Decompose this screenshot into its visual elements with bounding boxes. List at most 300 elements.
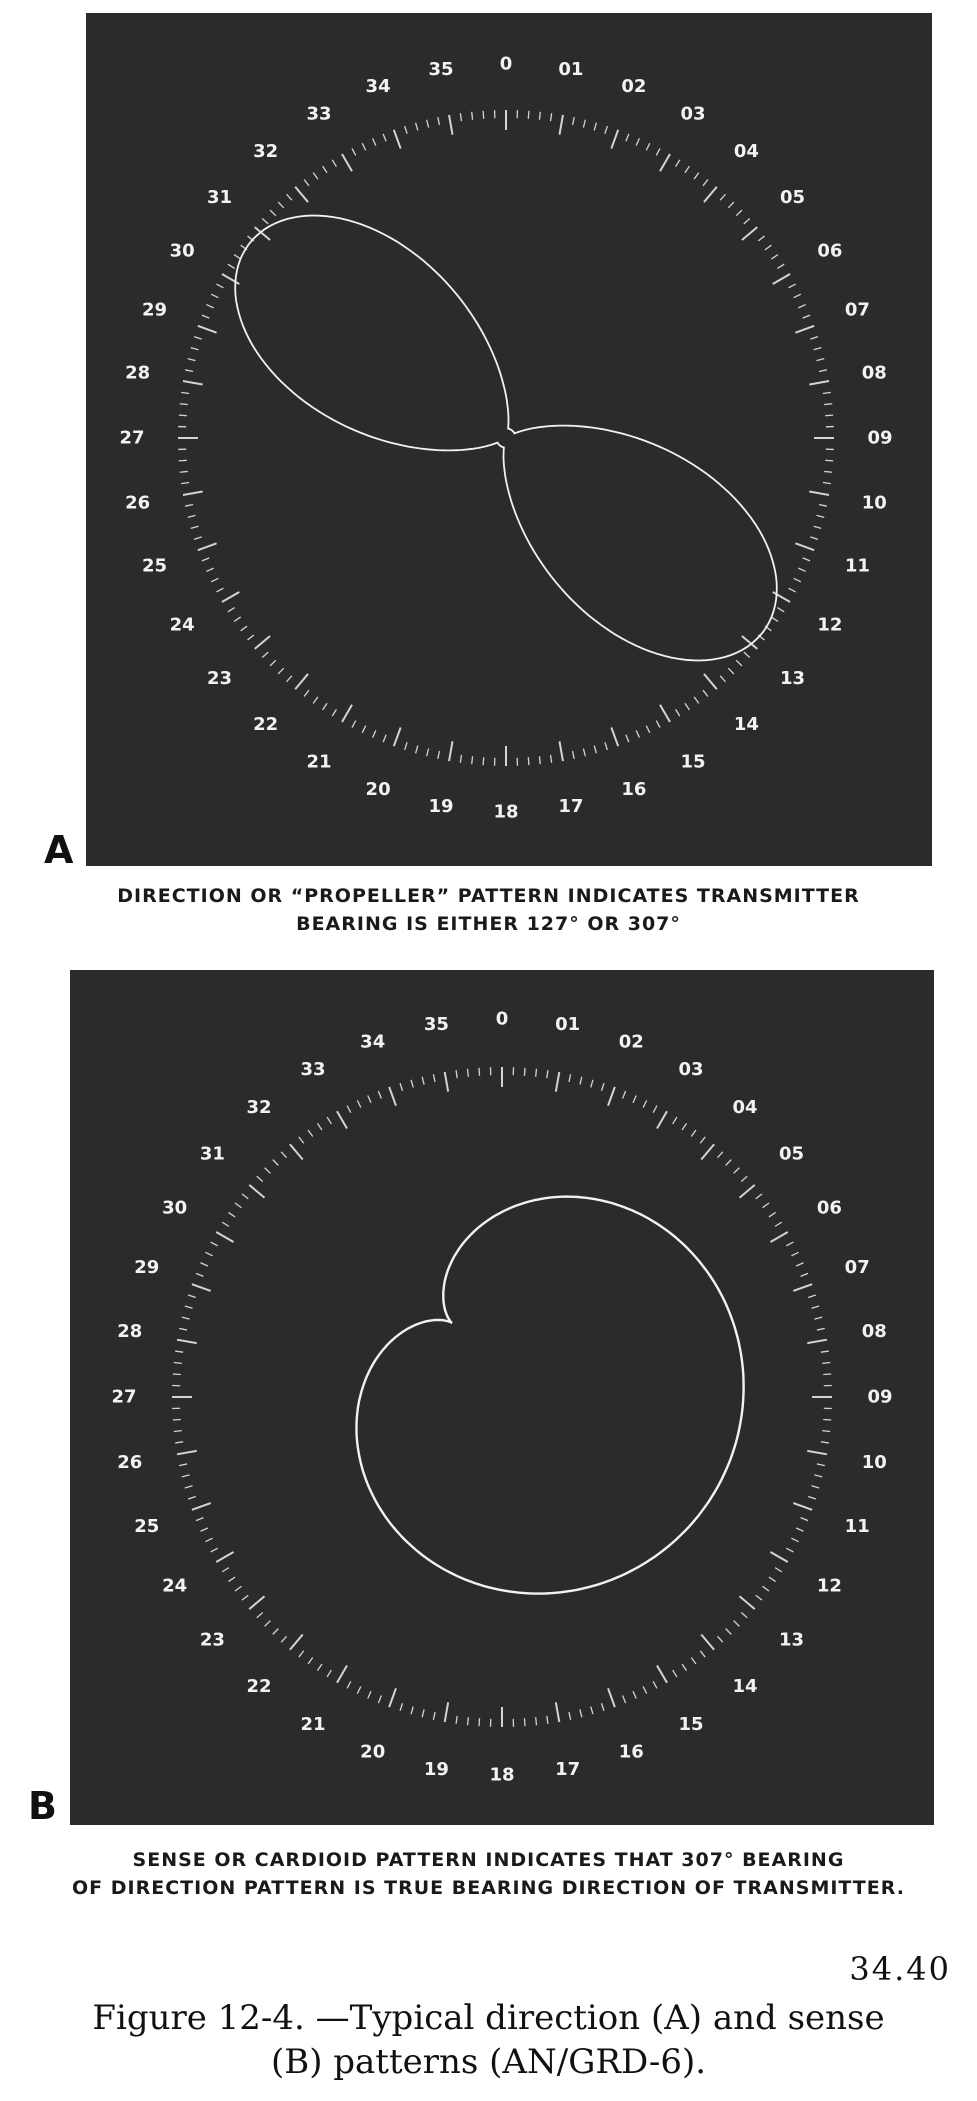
dial-tick — [201, 1263, 208, 1266]
dial-tick — [400, 1703, 402, 1711]
dial-tick — [185, 370, 193, 372]
dial-tick — [456, 1716, 457, 1724]
dial-tick — [483, 111, 484, 119]
dial-tick — [287, 194, 292, 200]
dial-tick — [234, 255, 241, 259]
dial-label-b: 27 — [111, 1386, 137, 1408]
dial-tick — [295, 674, 308, 689]
dial-label-b: 06 — [816, 1197, 842, 1219]
dial-tick — [192, 1284, 211, 1291]
dial-tick — [769, 1577, 776, 1581]
dial-label-b: 0 — [495, 1008, 509, 1030]
dial-tick — [175, 1442, 183, 1443]
dial-tick — [357, 1686, 361, 1693]
dial-label-a: 35 — [428, 59, 454, 81]
dial-tick — [249, 1185, 264, 1198]
dial-tick — [801, 1273, 808, 1276]
dial-tick — [734, 1168, 740, 1174]
dial-label-b: 20 — [360, 1741, 386, 1763]
dial-tick — [807, 1340, 827, 1343]
dial-tick — [185, 1486, 193, 1488]
dial-tick — [551, 113, 552, 121]
dial-tick — [180, 471, 188, 472]
dial-tick — [736, 210, 742, 216]
dial-tick — [205, 1538, 212, 1542]
dial-label-a: 15 — [680, 751, 706, 773]
dial-tick — [234, 617, 241, 621]
dial-tick — [196, 1273, 203, 1276]
dial-tick — [182, 1475, 190, 1477]
dial-tick — [793, 1503, 812, 1510]
dial-label-b: 11 — [844, 1515, 870, 1537]
dial-tick — [411, 1707, 413, 1715]
dial-tick — [211, 1548, 218, 1552]
dial-tick — [235, 1203, 241, 1208]
dial-tick — [479, 1068, 480, 1076]
dial-tick — [323, 703, 327, 710]
dial-tick — [583, 120, 585, 128]
dial-tick — [626, 134, 629, 141]
dial-tick — [823, 1419, 831, 1420]
dial-tick — [691, 1130, 696, 1136]
dial-tick — [794, 578, 801, 582]
dial-label-a: 07 — [844, 299, 870, 321]
dial-tick — [383, 134, 386, 141]
dial-label-b: 15 — [678, 1713, 704, 1735]
dial-tick — [769, 1212, 776, 1216]
dial-label-a: 04 — [733, 140, 759, 162]
dial-tick — [342, 154, 352, 171]
dial-tick — [676, 160, 680, 167]
dial-tick — [342, 705, 352, 722]
dial-tick — [653, 1681, 657, 1688]
dial-tick — [807, 1451, 827, 1454]
dial-tick — [188, 1497, 196, 1499]
dial-tick — [608, 1688, 615, 1707]
dial-tick — [449, 115, 452, 135]
dial-tick — [602, 1083, 604, 1091]
dial-label-a: 13 — [779, 667, 806, 689]
dial-label-a: 33 — [306, 103, 332, 125]
dial-tick — [822, 1431, 830, 1432]
dial-tick — [691, 1658, 696, 1664]
dial-tick — [817, 1328, 825, 1330]
dial-tick — [559, 741, 562, 761]
caption-a-line1: DIRECTION OR “PROPELLER” PATTERN INDICATES TRANSMITTER — [117, 885, 860, 907]
dial-tick — [795, 326, 814, 333]
dial-tick — [191, 348, 199, 350]
dial-tick — [198, 543, 217, 550]
scope-panel-a — [86, 13, 932, 866]
dial-tick — [756, 1194, 762, 1199]
dial-tick — [206, 305, 213, 308]
dial-tick — [726, 1160, 732, 1166]
dial-label-a: 09 — [867, 427, 893, 449]
dial-tick — [177, 1451, 197, 1454]
dial-tick — [216, 284, 223, 288]
dial-tick — [591, 1707, 593, 1715]
dial-tick — [174, 1363, 182, 1364]
dial-tick — [194, 337, 202, 339]
dial-tick — [657, 1111, 667, 1128]
dial-tick — [660, 705, 670, 722]
dial-label-a: 24 — [169, 614, 195, 636]
dial-label-b: 35 — [423, 1014, 449, 1036]
dial-tick — [194, 537, 202, 539]
dial-tick — [524, 1718, 525, 1726]
dial-tick — [623, 1091, 626, 1098]
dial-tick — [798, 305, 805, 308]
dial-label-a: 10 — [861, 492, 887, 514]
dial-tick — [206, 568, 213, 571]
dial-tick — [179, 1328, 187, 1330]
dial-tick — [173, 1374, 181, 1375]
dial-tick — [605, 742, 607, 750]
dial-tick — [456, 1070, 457, 1078]
dial-tick — [433, 1074, 435, 1082]
dial-tick — [763, 1203, 769, 1208]
dial-tick — [771, 617, 778, 621]
dial-tick — [676, 709, 680, 716]
dial-tick — [825, 460, 833, 461]
dial-tick — [756, 1595, 762, 1600]
dial-tick — [304, 180, 309, 186]
dial-tick — [185, 505, 193, 507]
dial-tick — [483, 757, 484, 765]
dial-tick — [242, 1194, 248, 1199]
dial-tick — [808, 1497, 816, 1499]
dial-tick — [378, 1696, 381, 1703]
dial-tick — [814, 526, 822, 528]
dial-label-b: 28 — [117, 1320, 143, 1342]
dial-tick — [821, 1351, 829, 1352]
dial-tick — [389, 1688, 396, 1707]
dial-tick — [770, 1232, 787, 1242]
dial-tick — [228, 608, 235, 612]
dial-tick — [362, 726, 366, 733]
dial-tick — [786, 1548, 793, 1552]
dial-tick — [373, 138, 376, 145]
dial-tick — [793, 1284, 812, 1291]
dial-label-a: 32 — [253, 140, 279, 162]
dial-tick — [812, 1486, 820, 1488]
dial-tick — [551, 755, 552, 763]
dial-tick — [313, 697, 318, 703]
dial-tick — [823, 1374, 831, 1375]
dial-tick — [775, 1222, 782, 1226]
dial-tick — [623, 1696, 626, 1703]
dial-tick — [703, 180, 708, 186]
dial-tick — [816, 515, 824, 517]
dial-label-a: 27 — [119, 427, 145, 449]
dial-tick — [211, 1242, 218, 1246]
dial-tick — [468, 1717, 469, 1725]
dial-tick — [416, 746, 418, 754]
dial-tick — [808, 1295, 816, 1297]
dial-label-b: 30 — [162, 1197, 188, 1219]
dial-tick — [278, 668, 284, 674]
dial-tick — [299, 1651, 304, 1657]
dial-tick — [803, 558, 810, 561]
dial-label-a: 05 — [779, 187, 806, 209]
dial-label-b: 33 — [300, 1059, 326, 1081]
dial-tick — [438, 751, 440, 759]
dial-tick — [183, 491, 203, 494]
panel-letter-a: A — [44, 828, 74, 872]
dial-tick — [411, 1080, 413, 1088]
dial-tick — [823, 483, 831, 484]
dial-label-a: 21 — [306, 751, 332, 773]
dial-tick — [703, 690, 708, 696]
dial-label-b: 10 — [861, 1452, 887, 1474]
dial-tick — [181, 392, 189, 393]
dial-tick — [191, 526, 199, 528]
dial-tick — [547, 1070, 548, 1078]
dial-tick — [626, 735, 629, 742]
dial-tick — [734, 1621, 740, 1627]
figure-caption-line1: Figure 12-4. —Typical direction (A) and sense — [92, 1998, 885, 2038]
dial-tick — [809, 381, 829, 384]
dial-tick — [536, 1717, 537, 1725]
caption-a — [0, 882, 977, 938]
dial-tick — [556, 1072, 559, 1092]
dial-tick — [594, 746, 596, 754]
panel-letter-b: B — [28, 1784, 57, 1828]
dial-tick — [720, 676, 725, 682]
caption-a-line2: BEARING IS EITHER 127° OR 307° — [296, 913, 681, 935]
dial-tick — [573, 117, 575, 125]
dial-label-a: 06 — [817, 240, 843, 262]
dial-tick — [228, 1212, 235, 1216]
dial-label-a: 01 — [558, 59, 584, 81]
propeller-pattern-trace — [235, 216, 777, 661]
dial-tick — [198, 326, 217, 333]
caption-b-line2: OF DIRECTION PATTERN IS TRUE BEARING DIRECTION OF TRANSMITTER. — [72, 1877, 905, 1899]
dial-tick — [273, 1160, 279, 1166]
dial-label-a: 11 — [844, 555, 870, 577]
dial-tick — [791, 1252, 798, 1256]
dial-tick — [819, 370, 827, 372]
dial-tick — [287, 676, 292, 682]
dial-tick — [337, 1665, 347, 1682]
dial-tick — [262, 219, 268, 224]
dial-tick — [181, 483, 189, 484]
dial-tick — [270, 660, 276, 666]
dial-tick — [823, 392, 831, 393]
dial-tick — [819, 505, 827, 507]
dial-label-a: 20 — [365, 778, 391, 800]
dial-tick — [255, 636, 270, 649]
dial-tick — [726, 1629, 732, 1635]
dial-tick — [438, 117, 440, 125]
dial-tick — [559, 115, 562, 135]
dial-tick — [789, 284, 796, 288]
dial-tick — [704, 187, 717, 202]
dial-label-b: 31 — [199, 1143, 225, 1165]
dial-tick — [394, 130, 401, 149]
dial-tick — [796, 1528, 803, 1531]
dial-tick — [308, 1130, 313, 1136]
cardioid-pattern-trace — [357, 1197, 744, 1594]
dial-tick — [389, 1087, 396, 1106]
dial-tick — [682, 1664, 686, 1671]
dial-tick — [814, 1317, 822, 1319]
dial-tick — [685, 166, 689, 173]
dial-tick — [304, 690, 309, 696]
dial-tick — [255, 227, 270, 240]
dial-label-a: 19 — [428, 795, 454, 817]
dial-tick — [368, 1691, 371, 1698]
dial-tick — [383, 735, 386, 742]
dial-tick — [685, 703, 689, 710]
dial-label-b: 32 — [246, 1096, 272, 1118]
dial-tick — [524, 1068, 525, 1076]
dial-tick — [717, 1152, 722, 1158]
dial-tick — [317, 1123, 321, 1130]
dial-tick — [812, 1306, 820, 1308]
dial-tick — [741, 1176, 747, 1181]
dial-label-a: 34 — [365, 76, 391, 98]
dial-tick — [196, 1518, 203, 1521]
dial-tick — [188, 1295, 196, 1297]
dial-tick — [257, 1612, 263, 1617]
dial-tick — [728, 668, 734, 674]
dial-tick — [673, 1117, 677, 1124]
dial-tick — [605, 126, 607, 134]
dial-tick — [460, 113, 461, 121]
dial-tick — [249, 1596, 264, 1609]
dial-tick — [327, 1670, 331, 1677]
dial-tick — [583, 748, 585, 756]
dial-label-b: 16 — [618, 1741, 644, 1763]
dial-tick — [580, 1077, 582, 1085]
dial-tick — [257, 1176, 263, 1181]
dial-tick — [814, 348, 822, 350]
dial-tick — [795, 543, 814, 550]
dial-tick — [416, 123, 418, 131]
dial-tick — [770, 1552, 787, 1562]
dial-label-a: 28 — [125, 362, 151, 384]
dial-tick — [405, 126, 407, 134]
dial-label-b: 04 — [732, 1096, 758, 1118]
dial-tick — [643, 1686, 647, 1693]
dial-tick — [242, 1595, 248, 1600]
dial-tick — [332, 160, 336, 167]
dial-label-b: 03 — [678, 1059, 704, 1081]
dial-label-a: 17 — [558, 795, 584, 817]
dial-tick — [299, 1137, 304, 1143]
dial-tick — [192, 1503, 211, 1510]
dial-tick — [216, 588, 223, 592]
dial-label-b: 09 — [867, 1386, 893, 1408]
dial-tick — [801, 1518, 808, 1521]
dial-tick — [536, 1069, 537, 1077]
dial-label-a: 26 — [125, 492, 151, 514]
dial-tick — [188, 515, 196, 517]
dial-label-a: 08 — [861, 362, 887, 384]
dial-tick — [201, 1528, 208, 1531]
dial-label-a: 14 — [733, 714, 759, 736]
dial-tick — [308, 1658, 313, 1664]
dial-tick — [539, 112, 540, 120]
dial-tick — [657, 1665, 667, 1682]
dial-tick — [636, 730, 639, 737]
dial-tick — [378, 1091, 381, 1098]
dial-tick — [228, 1577, 235, 1581]
dial-label-b: 17 — [555, 1758, 581, 1780]
dial-tick — [174, 1431, 182, 1432]
dial-tick — [323, 166, 327, 173]
dial-label-a: 02 — [621, 76, 647, 98]
dial-tick — [179, 1464, 187, 1466]
dial-tick — [357, 1100, 361, 1107]
dial-tick — [758, 236, 764, 241]
dial-tick — [270, 210, 276, 216]
dial-label-a: 30 — [169, 240, 195, 262]
dial-tick — [373, 730, 376, 737]
dial-tick — [248, 635, 254, 640]
dial-tick — [177, 1340, 197, 1343]
dial-label-b: 21 — [300, 1713, 326, 1735]
dial-tick — [728, 202, 734, 208]
dial-tick — [479, 1718, 480, 1726]
dial-tick — [539, 756, 540, 764]
dial-tick — [765, 245, 771, 250]
dial-tick — [739, 1596, 754, 1609]
dial-tick — [528, 111, 529, 119]
dial-tick — [182, 1317, 190, 1319]
dial-tick — [602, 1703, 604, 1711]
dial-tick — [241, 626, 247, 631]
dial-tick — [771, 255, 778, 259]
dial-tick — [611, 130, 618, 149]
caption-b-line1: SENSE OR CARDIOID PATTERN INDICATES THAT 307° BEARING — [132, 1849, 845, 1871]
dial-tick — [646, 143, 650, 150]
dial-label-a: 18 — [493, 801, 519, 823]
dial-tick — [173, 1419, 181, 1420]
dial-tick — [736, 660, 742, 666]
dial-tick — [741, 1612, 747, 1617]
dial-tick — [347, 1681, 351, 1688]
dial-tick — [591, 1080, 593, 1088]
dial-label-a: 31 — [206, 187, 233, 209]
dial-label-a: 0 — [499, 53, 513, 75]
dial-tick — [794, 294, 801, 298]
dial-tick — [472, 112, 473, 120]
dial-tick — [313, 173, 318, 179]
dial-label-b: 05 — [779, 1143, 805, 1165]
dial-tick — [816, 359, 824, 361]
dial-tick — [352, 148, 356, 155]
dial-tick — [775, 1568, 782, 1572]
dial-tick — [633, 1691, 636, 1698]
dial-tick — [180, 404, 188, 405]
dial-tick — [717, 1636, 722, 1642]
dial-tick — [704, 674, 717, 689]
dial-tick — [569, 1712, 571, 1720]
dial-tick — [216, 1232, 233, 1242]
dial-tick — [777, 264, 784, 268]
dial-tick — [265, 1168, 271, 1174]
dial-tick — [763, 1586, 769, 1591]
dial-label-b: 23 — [199, 1629, 225, 1651]
dial-label-b: 08 — [861, 1320, 887, 1342]
dial-tick — [798, 568, 805, 571]
dial-tick — [814, 1475, 822, 1477]
dial-tick — [673, 1670, 677, 1677]
scope-panel-b — [70, 970, 934, 1825]
bearing-dial-b — [70, 970, 934, 1825]
